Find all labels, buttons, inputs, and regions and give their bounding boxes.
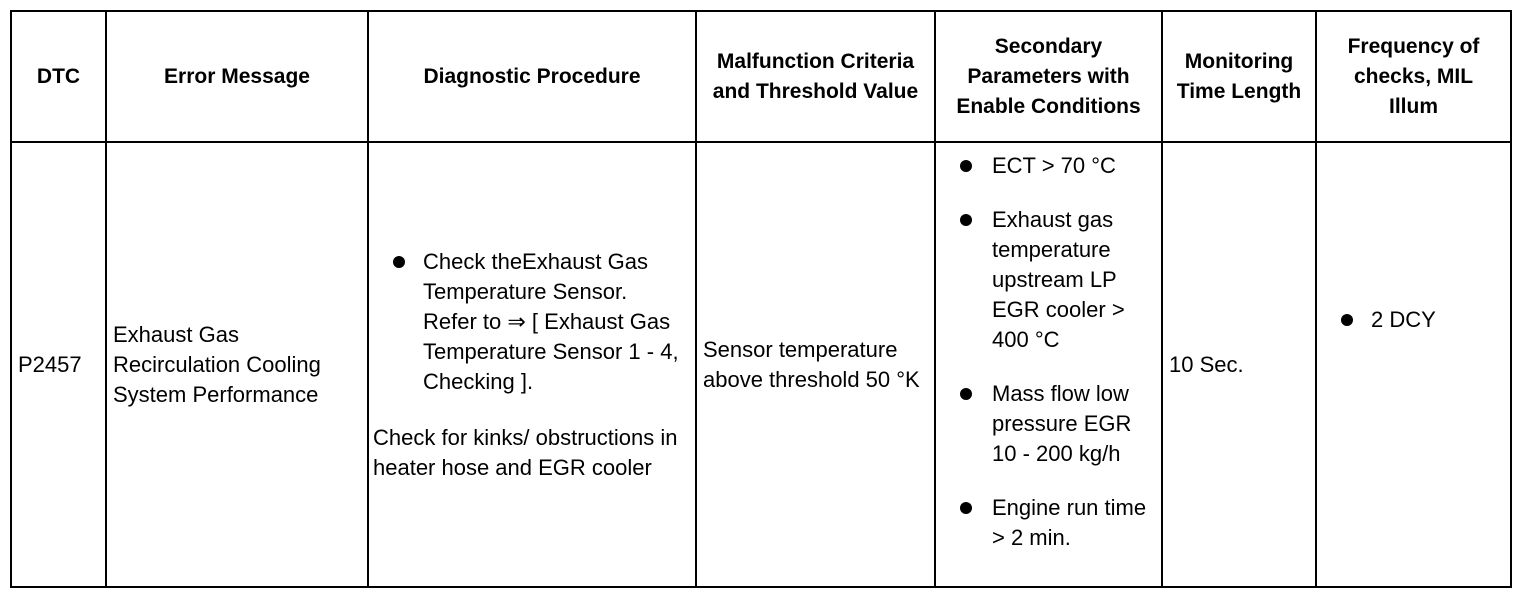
cell-dtc: P2457 — [11, 142, 106, 587]
header-dtc: DTC — [11, 11, 106, 142]
secondary-parameter-item — [942, 151, 1155, 181]
cell-diagnostic-procedure — [368, 142, 696, 587]
procedure-bullet-text: Check theExhaust Gas Temperature Sensor. Refer to ⇒ [ Exhaust Gas Temperature Sensor 1 - 4, Checking ]. — [423, 248, 679, 394]
bullet-icon — [960, 502, 972, 514]
header-secondary-parameters: Secondary Parameters with Enable Conditions — [935, 11, 1162, 142]
header-diagnostic-procedure: Diagnostic Procedure — [368, 11, 696, 142]
cell-malfunction-criteria: Sensor temperature above threshold 50 °K — [696, 142, 935, 587]
procedure-note: Check for kinks/ obstructions in heater hose and EGR cooler — [373, 424, 678, 480]
secondary-parameter-item — [942, 493, 1155, 553]
cell-monitoring-time: 10 Sec. — [1162, 142, 1316, 587]
cell-frequency — [1316, 142, 1511, 587]
frequency-text: 2 DCY — [1371, 306, 1436, 332]
frequency-list — [1323, 305, 1504, 335]
table-row — [11, 142, 1511, 587]
cell-error-message: Exhaust Gas Recirculation Cooling System Performance — [106, 142, 368, 587]
header-error-message: Error Message — [106, 11, 368, 142]
dtc-table — [10, 10, 1512, 588]
bullet-icon — [960, 160, 972, 172]
bullet-icon — [960, 388, 972, 400]
secondary-parameter-text: Mass flow low pressure EGR 10 - 200 kg/h — [992, 381, 1132, 466]
procedure-bullet-list — [373, 247, 685, 397]
table-header — [11, 11, 1511, 142]
header-frequency: Frequency of checks, MIL Illum — [1316, 11, 1511, 142]
secondary-parameter-text: Exhaust gas temperature upstream LP EGR cooler > 400 °C — [992, 207, 1125, 352]
secondary-parameter-item — [942, 205, 1155, 355]
procedure-bullet-item — [373, 247, 685, 397]
frequency-item — [1323, 305, 1504, 335]
secondary-parameters-list — [942, 151, 1155, 553]
header-row — [11, 11, 1511, 142]
secondary-parameter-text: ECT > 70 °C — [992, 153, 1116, 178]
bullet-icon — [1341, 314, 1353, 326]
bullet-icon — [960, 214, 972, 226]
secondary-parameter-item — [942, 379, 1155, 469]
secondary-parameter-text: Engine run time > 2 min. — [992, 495, 1147, 550]
bullet-icon — [393, 256, 405, 268]
header-monitoring-time: Monitoring Time Length — [1162, 11, 1316, 142]
header-malfunction-criteria: Malfunction Criteria and Threshold Value — [696, 11, 935, 142]
cell-secondary-parameters — [935, 142, 1162, 587]
